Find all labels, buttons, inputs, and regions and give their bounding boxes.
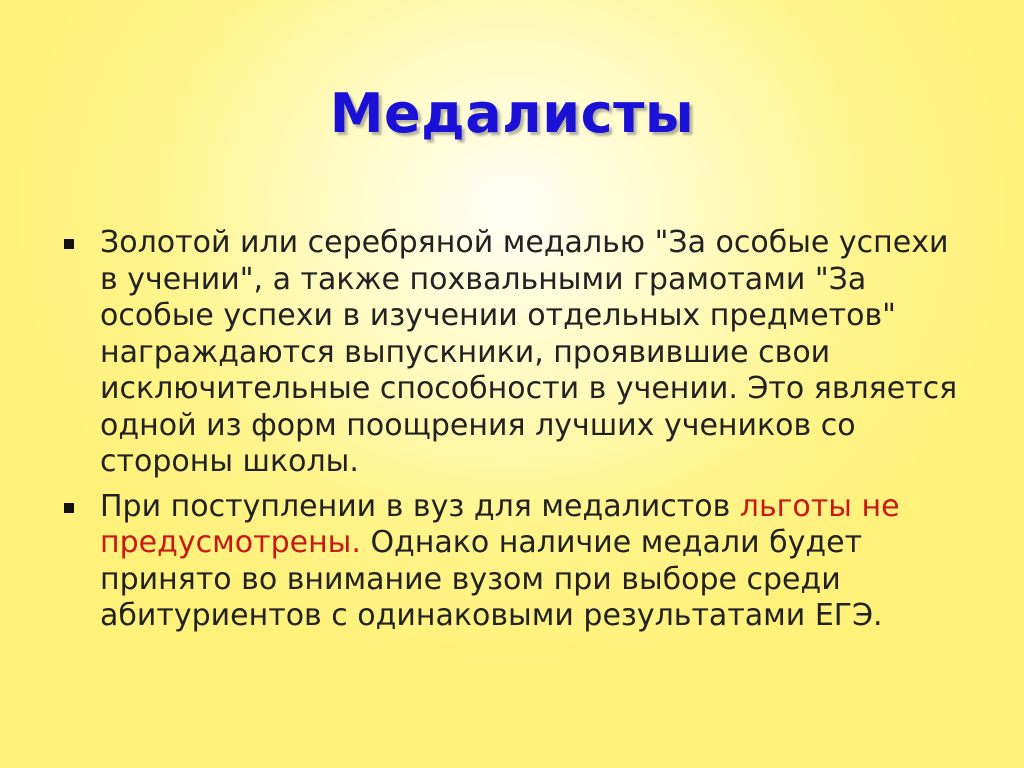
highlighted-text: льготы не предусмотрены. [100,488,900,560]
bullet-text: Золотой или серебряной медалью "За особые успехи в учении", а также похвальными грамотами "За особые успехи в изучении отдельных предметов" награждаются выпускники, проявившие свои исключительные способности в учении. Это является одной из форм поощрения лучших учеников со стороны школы. [100,225,958,479]
square-bullet-icon [64,239,74,249]
bullet-text-after: Однако наличие медали будет принято во внимание вузом при выборе среди абитуриентов с одинаковыми результатами ЕГЭ. [100,525,883,633]
bullet-item-1 [60,225,970,481]
square-bullet-icon [64,503,74,513]
slide-title: Медалисты [329,82,695,145]
bullet-text-before: При поступлении в вуз для медалистов [100,488,740,524]
bullet-list [60,225,970,643]
bullet-item-2 [60,489,970,635]
